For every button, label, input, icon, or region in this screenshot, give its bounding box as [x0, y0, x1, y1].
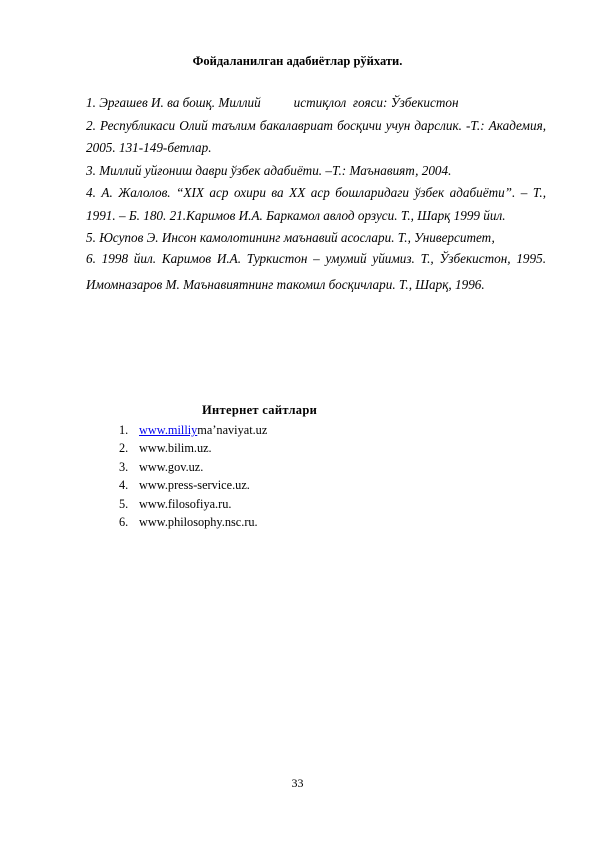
site-item-text: www.gov.uz.: [139, 459, 204, 474]
reference-item-2: 2. Республикаси Олий таълим бакалавриат босқичи учун дарслик. -Т.: Академия, 2005. 131-149-бетлар.: [86, 117, 546, 155]
reference-item-5: 5. Юсупов Э. Инсон камолотининг маънавий асослари. Т., Университет,: [86, 230, 495, 245]
site-item-number: 6.: [119, 515, 129, 530]
reference-list: [86, 92, 546, 298]
internet-sites-title: Интернет сайтлари: [202, 403, 318, 417]
site-item-number: 5.: [119, 496, 129, 511]
site-item-text: www.press-service.uz.: [139, 478, 250, 493]
reference-item-4: 4. А. Жалолов. “XIX аср охири ва XX аср бошларидаги ўзбек адабиёти”. – Т., 1991. – Б. 180. 21.Каримов И.А. Баркамол авлод орзуси. Т., Шарқ 1999 йил.: [86, 185, 546, 223]
site-link-rest: ma’naviyat.uz: [197, 423, 268, 437]
site-link-milliy[interactable]: www.milliy: [139, 423, 198, 437]
reference-item-6: 6. 1998 йил. Каримов И.А. Туркистон – умумий уйимиз. Т., Ўзбекистон, 1995. Имомназаров М. Маънавиятнинг такомил босқичлари. Т., Шарқ, 1996.: [86, 251, 546, 292]
site-item-1: [119, 421, 267, 439]
bibliography-title: Фойдаланилган адабиётлар рўйхати.: [192, 54, 403, 68]
site-item-4: [119, 476, 267, 494]
page-number: 33: [291, 776, 304, 790]
reference-item-1: 1. Эргашев И. ва бошқ. Миллий истиқлол ғояси: Ўзбекистон: [86, 95, 459, 110]
site-item-number: 2.: [119, 441, 129, 456]
internet-sites-list: [119, 421, 267, 531]
site-item-text: www.bilim.uz.: [139, 441, 212, 456]
site-item-text: www.filosofiya.ru.: [139, 496, 232, 511]
site-item-5: [119, 495, 267, 513]
site-item-2: [119, 439, 267, 457]
site-item-number: 4.: [119, 478, 129, 493]
site-item-3: [119, 458, 267, 476]
site-item-number: 3.: [119, 459, 129, 474]
site-item-number: 1.: [119, 423, 129, 437]
reference-item-3: 3. Миллий уйғониш даври ўзбек адабиёти. –Т.: Маънавият, 2004.: [86, 162, 452, 178]
site-item-text: www.philosophy.nsc.ru.: [139, 515, 258, 530]
site-item-text: [139, 421, 267, 439]
site-item-6: [119, 513, 267, 531]
